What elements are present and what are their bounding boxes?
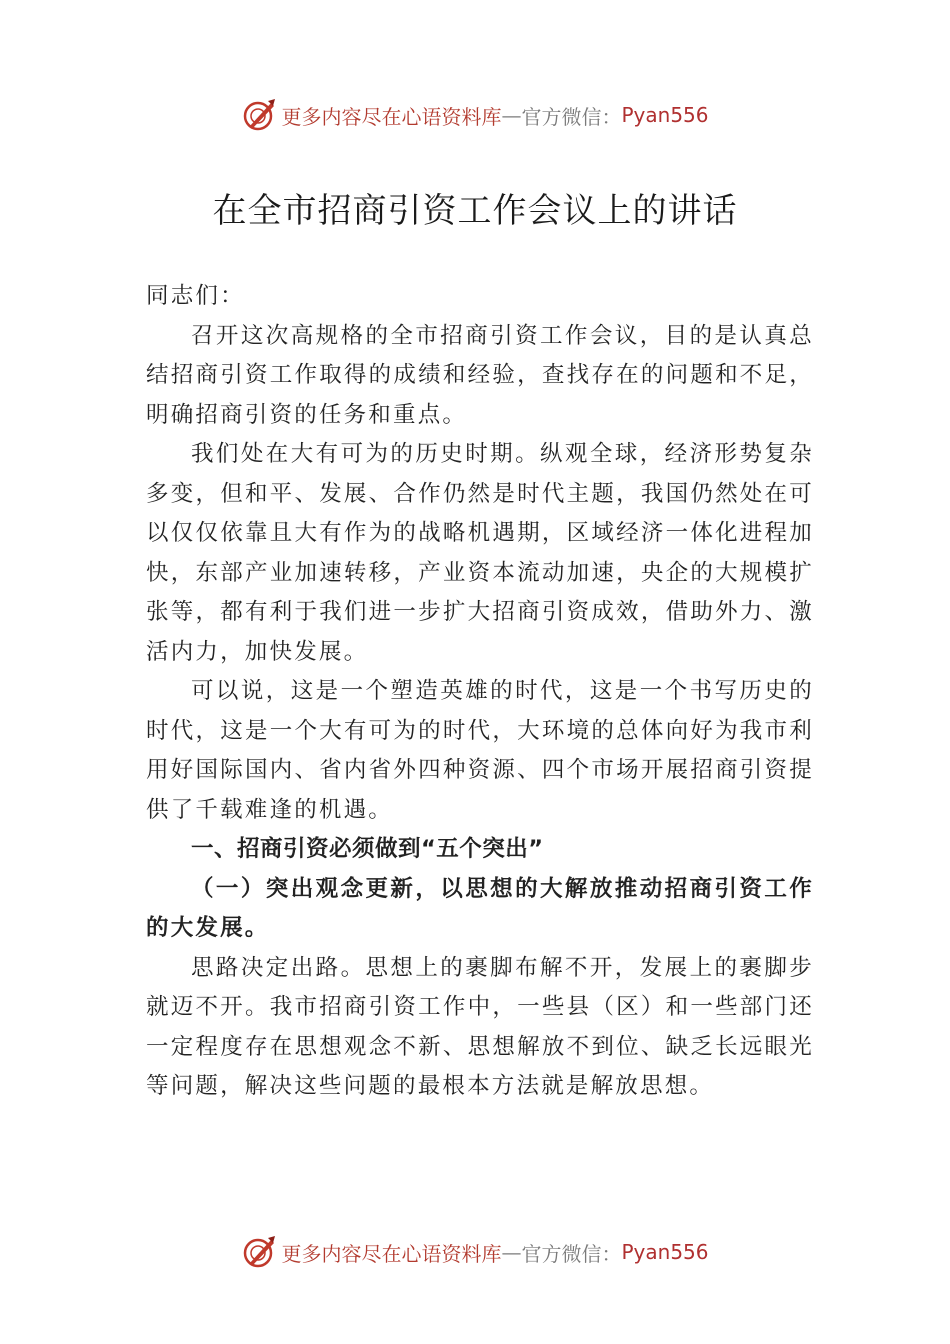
header-banner: [0, 95, 950, 135]
banner-wechat-id: Pyan556: [621, 103, 709, 127]
document-body: [146, 277, 814, 1107]
banner-official-label: 官方微信：: [521, 104, 622, 129]
document-title: 在全市招商引资工作会议上的讲话: [212, 191, 738, 231]
paragraph: 可以说，这是一个塑造英雄的时代，这是一个书写历史的时代，这是一个大有可为的时代，大环境的总体向好为我市利用好国际国内、省内省外四种资源、四个市场开展招商引资提供了千载难逢的机遇。: [146, 678, 814, 823]
section-heading: 一、招商引资必须做到“五个突出”: [191, 836, 544, 862]
banner-official-label: 官方微信：: [521, 1241, 622, 1266]
brush-logo-icon: [241, 97, 277, 133]
paragraph: 思路决定出路。思想上的裹脚布解不开，发展上的裹脚步就迈不开。我市招商引资工作中，一些县（区）和一些部门还一定程度存在思想观念不新、思想解放不到位、缺乏长远眼光等问题，解决这些问题的最根本方法就是解放思想。: [146, 954, 814, 1099]
banner-separator: —: [501, 1240, 522, 1264]
banner-site-name: 更多内容尽在心语资料库: [281, 1241, 502, 1266]
paragraph: 召开这次高规格的全市招商引资工作会议，目的是认真总结招商引资工作取得的成绩和经验，查找存在的问题和不足，明确招商引资的任务和重点。: [146, 322, 814, 428]
banner-wechat-id: Pyan556: [621, 1240, 709, 1264]
brush-logo-icon: [241, 1234, 277, 1270]
salutation: 同志们：: [146, 283, 245, 309]
footer-banner: [0, 1232, 950, 1272]
banner-site-name: 更多内容尽在心语资料库: [281, 104, 502, 129]
banner-separator: —: [501, 103, 522, 127]
subsection-heading: （一）突出观念更新，以思想的大解放推动招商引资工作的大发展。: [146, 875, 814, 941]
paragraph: 我们处在大有可为的历史时期。纵观全球，经济形势复杂多变，但和平、发展、合作仍然是时代主题，我国仍然处在可以仅仅依靠且大有作为的战略机遇期，区域经济一体化进程加快，东部产业加速转移，产业资本流动加速，央企的大规模扩张等，都有利于我们进一步扩大招商引资成效，借助外力、激活内力，加快发展。: [146, 441, 814, 665]
